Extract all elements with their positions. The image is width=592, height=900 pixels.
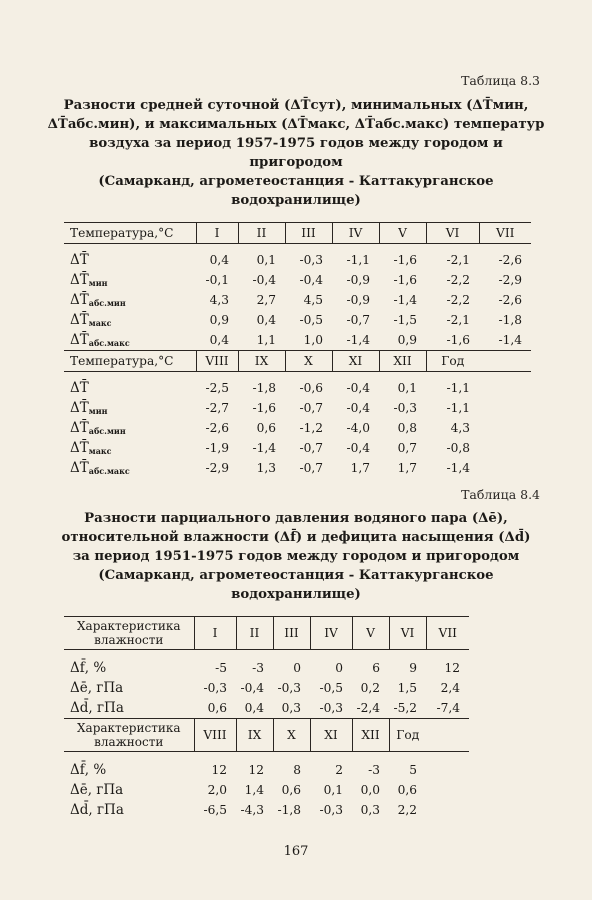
row-label: Δd̄, гПа bbox=[70, 802, 124, 818]
row-label: $\Delta T̄_{макс}$ bbox=[70, 312, 112, 328]
table-cell bbox=[426, 760, 469, 780]
table-cell: 0,1 bbox=[397, 381, 417, 395]
table-cell: -1,2 bbox=[299, 421, 323, 435]
title-line: (Самарканд, агрометеостанция - Каттакурганское bbox=[98, 174, 494, 189]
table-cell: -2,9 bbox=[498, 273, 522, 287]
table-cell: 2,4 bbox=[440, 681, 460, 695]
header-cell: X bbox=[285, 351, 332, 372]
table-row bbox=[64, 458, 531, 478]
header-cell bbox=[64, 719, 194, 752]
table-cell: -2,6 bbox=[205, 421, 229, 435]
title-line: за период 1951-1975 годов между городом и пригородом bbox=[72, 549, 520, 564]
table-cell: 2 bbox=[335, 763, 343, 777]
table-cell: 0,3 bbox=[281, 701, 301, 715]
table-cell bbox=[479, 418, 531, 438]
table-row bbox=[64, 270, 531, 290]
table-cell: -1,6 bbox=[393, 253, 417, 267]
header-cell: XII bbox=[379, 351, 426, 372]
header-cell: VII bbox=[479, 223, 531, 244]
table-cell: 8 bbox=[293, 763, 301, 777]
table-cell: 0,4 bbox=[209, 333, 229, 347]
table-cell: -1,6 bbox=[393, 273, 417, 287]
header-cell bbox=[426, 719, 469, 752]
row-label: Δē, гПа bbox=[70, 782, 124, 798]
table-cell: 1,1 bbox=[256, 333, 276, 347]
header-label-line: Характеристика bbox=[77, 619, 181, 633]
title-line: относительной влажности (Δf̄) и дефицита насыщения (Δd̄) bbox=[61, 530, 531, 545]
title-line: водохранилище) bbox=[231, 587, 361, 602]
header-cell bbox=[64, 617, 194, 650]
table-cell: -1,6 bbox=[446, 333, 470, 347]
table-row bbox=[64, 330, 531, 351]
table-cell: 6 bbox=[372, 661, 380, 675]
table-cell: -2,6 bbox=[498, 253, 522, 267]
table-cell: -0,3 bbox=[277, 681, 301, 695]
table-cell: 1,5 bbox=[397, 681, 417, 695]
table-cell: -0,3 bbox=[203, 681, 227, 695]
table-cell: -1,1 bbox=[446, 401, 470, 415]
header-cell: Температура,°С bbox=[64, 223, 196, 244]
table-cell: -0,9 bbox=[346, 293, 370, 307]
header-cell: V bbox=[379, 223, 426, 244]
table-cell: 4,5 bbox=[303, 293, 323, 307]
table-header-row bbox=[64, 351, 531, 372]
header-cell: XI bbox=[332, 351, 379, 372]
table-cell: -2,2 bbox=[446, 293, 470, 307]
header-label-line: Характеристика bbox=[77, 721, 181, 735]
table-cell: -1,4 bbox=[498, 333, 522, 347]
table-cell: -0,3 bbox=[319, 701, 343, 715]
header-cell: VI bbox=[426, 223, 479, 244]
header-cell: V bbox=[352, 617, 389, 650]
title-line: ΔT̄абс.мин), и максимальных (ΔT̄макс, ΔT̄абс.макс) температур bbox=[47, 117, 545, 132]
table-cell: 0,6 bbox=[256, 421, 276, 435]
table-cell: -1,8 bbox=[498, 313, 522, 327]
table-cell: -1,1 bbox=[446, 381, 470, 395]
table-row bbox=[64, 418, 531, 438]
row-label: $\Delta T̄_{мин}$ bbox=[70, 272, 108, 288]
title-line: Разности парциального давления водяного пара (Δē), bbox=[84, 511, 508, 526]
header-cell: X bbox=[273, 719, 310, 752]
header-cell: VI bbox=[389, 617, 426, 650]
title-line: (Самарканд, агрометеостанция - Каттакурганское bbox=[98, 568, 494, 583]
table-header-row bbox=[64, 617, 469, 650]
table-cell bbox=[479, 438, 531, 458]
header-cell: IV bbox=[332, 223, 379, 244]
table-cell: -0,4 bbox=[346, 401, 370, 415]
table-row bbox=[64, 310, 531, 330]
table-cell: 0,4 bbox=[209, 253, 229, 267]
table-row bbox=[64, 760, 469, 780]
row-label: Δē, гПа bbox=[70, 680, 124, 696]
table-cell: -0,3 bbox=[393, 401, 417, 415]
table-row bbox=[64, 658, 469, 678]
table-cell: 5 bbox=[409, 763, 417, 777]
header-cell: I bbox=[196, 223, 238, 244]
title-line: Разности средней суточной (ΔT̄сут), минимальных (ΔT̄мин, bbox=[63, 98, 529, 113]
table-cell: -1,5 bbox=[393, 313, 417, 327]
row-label: $\Delta T̄_{мин}$ bbox=[70, 400, 108, 416]
header-cell bbox=[479, 351, 531, 372]
header-cell: Год bbox=[426, 351, 479, 372]
table-cell: 0,6 bbox=[281, 783, 301, 797]
row-label: $\Delta T̄_{абс.макс}$ bbox=[70, 332, 130, 348]
table-cell: -3 bbox=[368, 763, 380, 777]
table-cell: 0,1 bbox=[323, 783, 343, 797]
table-8-4 bbox=[64, 616, 469, 820]
header-label-line: влажности bbox=[94, 633, 164, 647]
table-cell: -0,4 bbox=[346, 381, 370, 395]
table-cell: -2,7 bbox=[205, 401, 229, 415]
table-cell: -1,4 bbox=[393, 293, 417, 307]
header-cell: VIII bbox=[194, 719, 236, 752]
table-cell: -2,4 bbox=[356, 701, 380, 715]
table-cell: 0 bbox=[335, 661, 343, 675]
table-row bbox=[64, 438, 531, 458]
table-header-row bbox=[64, 719, 469, 752]
table-cell: -7,4 bbox=[436, 701, 460, 715]
table-cell: 0,8 bbox=[397, 421, 417, 435]
table-cell: 0,9 bbox=[397, 333, 417, 347]
table-cell: -0,7 bbox=[299, 441, 323, 455]
table-row bbox=[64, 800, 469, 820]
row-label: $\Delta T̄_{абс.мин}$ bbox=[70, 420, 126, 436]
table-cell: -0,3 bbox=[319, 803, 343, 817]
table-cell: 2,2 bbox=[397, 803, 417, 817]
table-cell: -0,7 bbox=[346, 313, 370, 327]
table-cell: -0,5 bbox=[299, 313, 323, 327]
table-cell: -1,9 bbox=[205, 441, 229, 455]
table-cell: -2,6 bbox=[498, 293, 522, 307]
table-row bbox=[64, 250, 531, 270]
table-cell: 1,7 bbox=[350, 461, 370, 475]
title-line: воздуха за период 1957-1975 годов между городом и bbox=[89, 136, 503, 151]
row-label: $\Delta T̄_{абс.мин}$ bbox=[70, 292, 126, 308]
table-cell: -0,4 bbox=[240, 681, 264, 695]
table-cell: -0,7 bbox=[299, 401, 323, 415]
table-cell bbox=[479, 378, 531, 398]
table-cell: 4,3 bbox=[450, 421, 470, 435]
table-cell: -0,7 bbox=[299, 461, 323, 475]
table-cell bbox=[479, 398, 531, 418]
table-cell: 0,4 bbox=[244, 701, 264, 715]
table-cell: -1,8 bbox=[277, 803, 301, 817]
table-row bbox=[64, 378, 531, 398]
table-cell: 0,3 bbox=[360, 803, 380, 817]
table-cell: -0,1 bbox=[205, 273, 229, 287]
header-cell: XII bbox=[352, 719, 389, 752]
table-8-4-label: Таблица 8.4 bbox=[461, 487, 540, 502]
table-cell: -0,4 bbox=[299, 273, 323, 287]
header-cell: VIII bbox=[196, 351, 238, 372]
table-cell bbox=[426, 780, 469, 800]
row-label: Δf̄, % bbox=[70, 660, 107, 676]
table-8-3-label: Таблица 8.3 bbox=[461, 73, 540, 88]
table-cell: 12 bbox=[211, 763, 227, 777]
row-label: $\Delta T̄_{абс.макс}$ bbox=[70, 460, 130, 476]
table-cell: 2,7 bbox=[256, 293, 276, 307]
table-cell: 0,0 bbox=[360, 783, 380, 797]
table-cell: 0,6 bbox=[397, 783, 417, 797]
table-cell: 1,7 bbox=[397, 461, 417, 475]
table-cell: -0,6 bbox=[299, 381, 323, 395]
table-cell: 1,0 bbox=[303, 333, 323, 347]
row-label: ΔT̄ bbox=[70, 252, 89, 268]
table-cell: -0,4 bbox=[252, 273, 276, 287]
header-cell: Температура,°С bbox=[64, 351, 196, 372]
header-cell: IX bbox=[238, 351, 285, 372]
table-cell: 0,6 bbox=[207, 701, 227, 715]
table-cell: -2,9 bbox=[205, 461, 229, 475]
table-cell: -1,4 bbox=[446, 461, 470, 475]
table-cell: -4,0 bbox=[346, 421, 370, 435]
header-cell: III bbox=[273, 617, 310, 650]
header-cell: IX bbox=[236, 719, 273, 752]
header-cell: III bbox=[285, 223, 332, 244]
table-cell: -3 bbox=[252, 661, 264, 675]
table-cell: -0,3 bbox=[299, 253, 323, 267]
header-cell: XI bbox=[310, 719, 352, 752]
table-row bbox=[64, 290, 531, 310]
row-label: Δf̄, % bbox=[70, 762, 107, 778]
table-cell: -1,8 bbox=[252, 381, 276, 395]
table-cell: 12 bbox=[444, 661, 460, 675]
table-cell: 2,0 bbox=[207, 783, 227, 797]
table-cell: -5 bbox=[215, 661, 227, 675]
table-cell: -1,4 bbox=[252, 441, 276, 455]
header-cell: II bbox=[236, 617, 273, 650]
table-cell: -1,1 bbox=[346, 253, 370, 267]
header-cell: IV bbox=[310, 617, 352, 650]
page-number: 167 bbox=[283, 844, 309, 859]
table-cell: 9 bbox=[409, 661, 417, 675]
table-cell: 0,9 bbox=[209, 313, 229, 327]
table-row bbox=[64, 398, 531, 418]
row-label: ΔT̄ bbox=[70, 380, 89, 396]
table-row bbox=[64, 678, 469, 698]
row-label: $\Delta T̄_{макс}$ bbox=[70, 440, 112, 456]
table-cell: -2,5 bbox=[205, 381, 229, 395]
table-cell bbox=[426, 800, 469, 820]
header-cell: I bbox=[194, 617, 236, 650]
table-cell: -2,2 bbox=[446, 273, 470, 287]
table-cell: -0,8 bbox=[446, 441, 470, 455]
table-cell: 0,7 bbox=[397, 441, 417, 455]
table-cell: -0,4 bbox=[346, 441, 370, 455]
table-cell: -1,6 bbox=[252, 401, 276, 415]
table-8-4-title bbox=[20, 509, 572, 604]
table-cell: 12 bbox=[248, 763, 264, 777]
table-cell: -6,5 bbox=[203, 803, 227, 817]
header-label-line: влажности bbox=[94, 735, 164, 749]
header-cell: II bbox=[238, 223, 285, 244]
row-label: Δd̄, гПа bbox=[70, 700, 124, 716]
table-cell: 4,3 bbox=[209, 293, 229, 307]
table-row bbox=[64, 698, 469, 719]
table-cell: -2,1 bbox=[446, 253, 470, 267]
table-cell: 1,4 bbox=[244, 783, 264, 797]
table-cell: 0,2 bbox=[360, 681, 380, 695]
table-8-3 bbox=[64, 222, 531, 478]
table-cell: 0,1 bbox=[256, 253, 276, 267]
table-row bbox=[64, 780, 469, 800]
table-cell bbox=[479, 458, 531, 478]
table-cell: -0,5 bbox=[319, 681, 343, 695]
table-cell: -2,1 bbox=[446, 313, 470, 327]
title-line: водохранилище) bbox=[231, 193, 361, 208]
table-cell: -1,4 bbox=[346, 333, 370, 347]
table-cell: -0,9 bbox=[346, 273, 370, 287]
header-cell: VII bbox=[426, 617, 469, 650]
table-cell: 1,3 bbox=[256, 461, 276, 475]
table-cell: -5,2 bbox=[393, 701, 417, 715]
title-line: пригородом bbox=[249, 155, 343, 170]
table-cell: 0 bbox=[293, 661, 301, 675]
table-cell: -4,3 bbox=[240, 803, 264, 817]
table-8-3-title bbox=[20, 96, 572, 210]
table-cell: 0,4 bbox=[256, 313, 276, 327]
header-cell: Год bbox=[389, 719, 426, 752]
table-header-row bbox=[64, 223, 531, 244]
